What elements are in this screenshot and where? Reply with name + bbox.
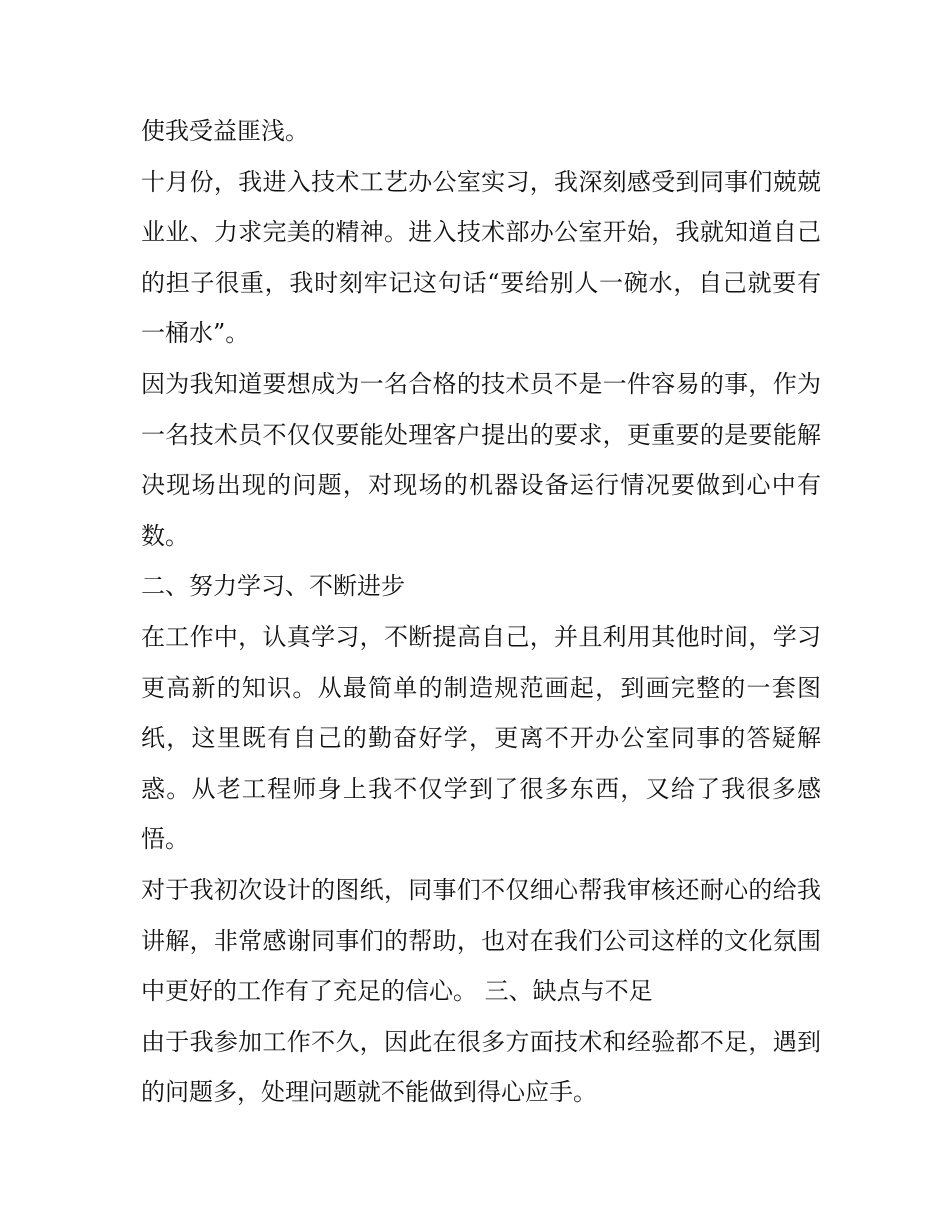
document-body — [141, 106, 821, 1118]
paragraph: 使我受益匪浅。 — [141, 117, 309, 145]
section-heading: 二、努力学习、不断进步 — [141, 572, 405, 601]
paragraph: 由于我参加工作不久，因此在很多方面技术和经验都不足，遇到的问题多，处理问题就不能做到得心应手。 — [141, 1027, 821, 1107]
paragraph: 十月份，我进入技术工艺办公室实习，我深刻感受到同事们兢兢业业、力求完美的精神。进入技术部办公室开始，我就知道自己的担子很重，我时刻牢记这句话“要给别人一碗水，自己就要有一桶水”。 — [141, 167, 821, 348]
paragraph: 在工作中，认真学习，不断提高自己，并且利用其他时间，学习更高新的知识。从最简单的制造规范画起，到画完整的一套图纸，这里既有自己的勤奋好学，更离不开办公室同事的答疑解惑。从老工程师身上我不仅学到了很多东西，又给了我很多感悟。 — [141, 622, 821, 854]
paragraph: 因为我知道要想成为一名合格的技术员不是一件容易的事，作为一名技术员不仅仅要能处理客户提出的要求，更重要的是要能解决现场出现的问题，对现场的机器设备运行情况要做到心中有数。 — [141, 369, 821, 550]
paragraph: 对于我初次设计的图纸，同事们不仅细心帮我审核还耐心的给我讲解，非常感谢同事们的帮助，也对在我们公司这样的文化氛围中更好的工作有了充足的信心。 三、缺点与不足 — [141, 875, 821, 1006]
